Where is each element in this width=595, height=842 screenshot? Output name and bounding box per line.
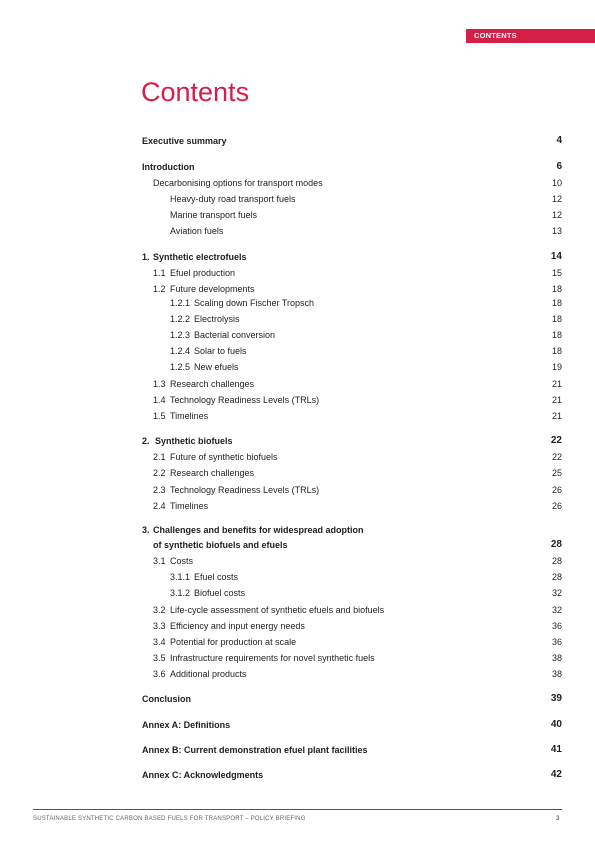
toc-entry-label: Annex B: Current demonstration efuel plant facilities: [142, 745, 368, 755]
toc-entry-number: 1.2.3: [170, 330, 191, 340]
toc-entry-number: 3.6: [153, 669, 166, 679]
toc-entry-number: 2.1: [153, 452, 166, 462]
toc-entry-label: Decarbonising options for transport modes: [153, 178, 323, 188]
toc-entry-label: 1.2 Future developments: [153, 284, 255, 294]
toc-entry-number: 3.2: [153, 605, 166, 615]
toc-entry-page: 19: [551, 362, 562, 372]
toc-entry-page: 28: [550, 539, 562, 550]
toc-entry-label: Introduction: [142, 162, 195, 172]
toc-entry-label: 1.3 Research challenges: [153, 379, 255, 389]
toc-entry-label: 1.2.1 Scaling down Fischer Tropsch: [170, 298, 315, 308]
toc-entry-label: Heavy-duty road transport fuels: [170, 194, 296, 204]
toc-entry-number: 1.2.2: [170, 314, 191, 324]
toc-entry-number: 3.: [142, 525, 150, 535]
toc-entry-page: 18: [551, 314, 562, 324]
toc-entry-number: 3.1.1: [170, 572, 191, 582]
toc-entry-page: 21: [551, 411, 562, 421]
toc-entry-label: 2.2 Research challenges: [153, 468, 255, 478]
toc-entry-label: 3. Challenges and benefits for widespread adoption: [142, 525, 364, 535]
toc-entry-label: Conclusion: [142, 694, 191, 704]
toc-entry-label: Annex C: Acknowledgments: [142, 770, 264, 780]
toc-entry-page: 14: [550, 251, 562, 262]
toc-entry-label: 3.6 Additional products: [153, 669, 247, 679]
toc-entry-page: 38: [551, 653, 562, 663]
toc-entry-number: 1.1: [153, 268, 166, 278]
toc-entry-number: 3.1.2: [170, 588, 191, 598]
toc-entry-number: 1.3: [153, 379, 166, 389]
toc-entry-label: 3.5 Infrastructure requirements for novel synthetic fuels: [153, 653, 375, 663]
toc-entry-page: 39: [550, 693, 562, 704]
toc-entry-page: 32: [551, 605, 562, 615]
toc-entry-page: 12: [551, 210, 562, 220]
toc-entry-label: 2.1 Future of synthetic biofuels: [153, 452, 278, 462]
toc-entry-label: 2. Synthetic biofuels: [142, 436, 233, 446]
toc-entry-label: 1.2.5 New efuels: [170, 362, 239, 372]
toc-entry-page: 40: [550, 719, 562, 730]
toc-entry-label: 2.4 Timelines: [153, 501, 209, 511]
toc-entry-page: 28: [551, 572, 562, 582]
toc-entry-label: 1.5 Timelines: [153, 411, 209, 421]
toc-entry-page: 15: [551, 268, 562, 278]
toc-entry-number: 3.4: [153, 637, 166, 647]
toc-entry-page: 22: [551, 452, 562, 462]
toc-entry-label: Marine transport fuels: [170, 210, 258, 220]
toc-entry-page: 42: [550, 769, 562, 780]
toc-entry-label: 1.4 Technology Readiness Levels (TRLs): [153, 395, 320, 405]
toc-entry-number: 1.4: [153, 395, 166, 405]
footer-page-number: 3: [556, 816, 560, 822]
toc-entry-page: 26: [551, 501, 562, 511]
footer-divider: [33, 809, 562, 810]
toc-entry-page: 36: [551, 621, 562, 631]
toc-entry-page: 21: [551, 395, 562, 405]
toc-entry-page: 36: [551, 637, 562, 647]
toc-entry-page: 41: [550, 744, 562, 755]
toc-entry-page: 21: [551, 379, 562, 389]
footer-text: SUSTAINABLE SYNTHETIC CARBON BASED FUELS FOR TRANSPORT – POLICY BRIEFING: [33, 816, 306, 822]
toc-entry-number: 3.5: [153, 653, 166, 663]
toc-entry-page: 18: [551, 346, 562, 356]
toc-entry-page: 18: [551, 298, 562, 308]
toc-entry-number: 1.: [142, 252, 150, 262]
toc-entry-number: 1.2.1: [170, 298, 191, 308]
toc-entry-page: 10: [551, 178, 562, 188]
toc-entry-label: 1.2.4 Solar to fuels: [170, 346, 247, 356]
toc-entry-page: 4: [556, 135, 562, 146]
toc-entry-label: 3.3 Efficiency and input energy needs: [153, 621, 305, 631]
toc-entry-label: 3.2 Life-cycle assessment of synthetic efuels and biofuels: [153, 605, 385, 615]
toc-entry-number: 3.1: [153, 556, 166, 566]
toc-entry-label: Aviation fuels: [170, 226, 224, 236]
toc-entry-page: 38: [551, 669, 562, 679]
toc-entry-page: 28: [551, 556, 562, 566]
toc-entry-page: 26: [551, 485, 562, 495]
toc-entry-label: 3.1.2 Biofuel costs: [170, 588, 246, 598]
toc-entry-label: 1.2.3 Bacterial conversion: [170, 330, 276, 340]
toc-entry-label: 3.4 Potential for production at scale: [153, 637, 297, 647]
toc-entry-label: 3.1.1 Efuel costs: [170, 572, 239, 582]
toc-entry-label: Annex A: Definitions: [142, 720, 231, 730]
toc-entry-number: 2.: [142, 436, 150, 446]
toc-entry-number: 2.2: [153, 468, 166, 478]
toc-entry-label: 1.1 Efuel production: [153, 268, 236, 278]
section-tab: CONTENTS: [466, 29, 595, 43]
toc-entry-number: 3.3: [153, 621, 166, 631]
page-title: Contents: [141, 77, 250, 107]
toc-entry-label: 1.2.2 Electrolysis: [170, 314, 240, 324]
toc-entry-page: 18: [551, 330, 562, 340]
toc-entry-page: 6: [556, 161, 562, 172]
toc-entry-label: of synthetic biofuels and efuels: [153, 540, 288, 550]
toc-entry-number: 2.3: [153, 485, 166, 495]
toc-entry-number: 1.5: [153, 411, 166, 421]
toc-entry-page: 32: [551, 588, 562, 598]
toc-entry-label: Executive summary: [142, 136, 227, 146]
toc-entry-number: 1.2: [153, 284, 166, 294]
toc-entry-page: 22: [550, 435, 562, 446]
toc-entry-number: 2.4: [153, 501, 166, 511]
toc-entry-page: 25: [551, 468, 562, 478]
toc-entry-page: 18: [551, 284, 562, 294]
toc-entry-label: 3.1 Costs: [153, 556, 194, 566]
toc-entry-label: 2.3 Technology Readiness Levels (TRLs): [153, 485, 320, 495]
toc-entry-page: 13: [551, 226, 562, 236]
toc-entry-number: 1.2.4: [170, 346, 191, 356]
toc-entry-label: 1. Synthetic electrofuels: [142, 252, 247, 262]
toc-entry-number: 1.2.5: [170, 362, 191, 372]
toc-entry-page: 12: [551, 194, 562, 204]
